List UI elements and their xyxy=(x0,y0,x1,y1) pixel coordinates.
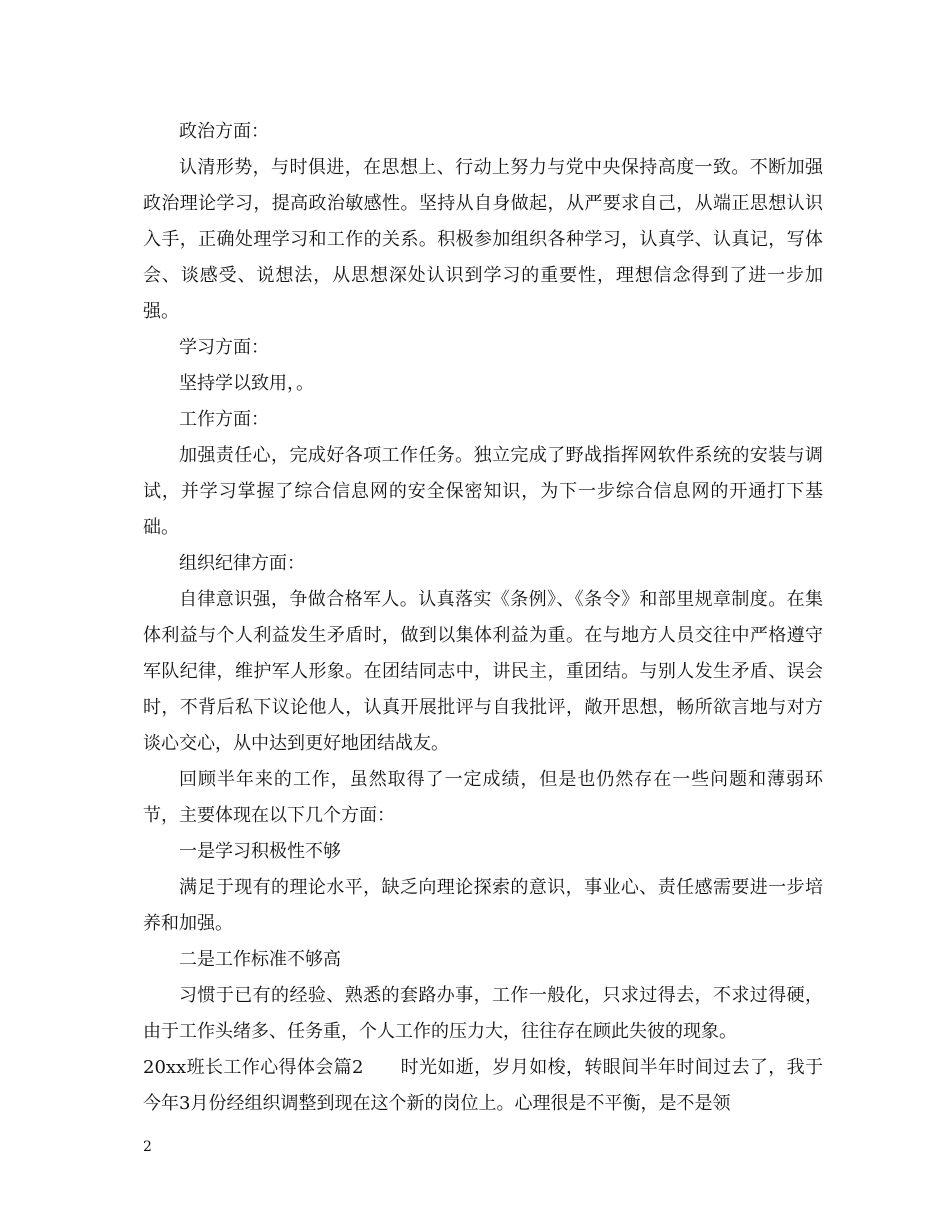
paragraph-politics: 认清形势，与时俱进，在思想上、行动上努力与党中央保持高度一致。不断加强政治理论学习，提高政治敏感性。坚持从自身做起，从严要求自己，从端正思想认识入手，正确处理学习和工作的关系。积极参加组织各种学习，认真学、认真记，写体会、谈感受、说想法，从思想深处认识到学习的重要性，理想信念得到了进一步加强。 xyxy=(143,157,823,322)
paragraph-discipline: 自律意识强，争做合格军人。认真落实《条例》、《条令》和部里规章制度。在集体利益与个人利益发生矛盾时，做到以集体利益为重。在与地方人员交往中严格遵守军队纪律，维护军人形象。在团结同志中，讲民主，重团结。与别人发生矛盾、误会时，不背后私下议论他人，认真开展批评与自我批评，敞开思想，畅所欲言地与对方谈心交心，从中达到更好地团结战友。 xyxy=(143,589,823,754)
paragraph-article-two-start: 20xx班长工作心得体会篇2 时光如逝，岁月如梭，转眼间半年时间过去了，我于今年3月份经组织调整到现在这个新的岗位上。心理很是不平衡，是不是领 xyxy=(143,1057,823,1114)
paragraph-review: 回顾半年来的工作，虽然取得了一定成绩，但是也仍然存在一些问题和薄弱环节，主要体现在以下几个方面： xyxy=(143,769,823,826)
paragraph-work: 加强责任心，完成好各项工作任务。独立完成了野战指挥网软件系统的安装与调试，并学习掌握了综合信息网的安全保密知识，为下一步综合信息网的开通打下基础。 xyxy=(143,445,823,538)
paragraph-issue-two: 习惯于已有的经验、熟悉的套路办事，工作一般化，只求过得去，不求过得硬，由于工作头绪多、任务重，个人工作的压力大，往往存在顾此失彼的现象。 xyxy=(143,985,823,1042)
page-number: 2 xyxy=(143,1139,152,1155)
document-body xyxy=(143,114,823,1122)
heading-discipline: 组织纪律方面： xyxy=(179,553,305,574)
heading-issue-one: 一是学习积极性不够 xyxy=(179,841,341,862)
paragraph-study: 坚持学以致用，。 xyxy=(179,373,314,394)
heading-issue-two: 二是工作标准不够高 xyxy=(179,949,341,970)
paragraph-issue-one: 满足于现有的理论水平，缺乏向理论探索的意识，事业心、责任感需要进一步培养和加强。 xyxy=(143,877,823,934)
heading-work: 工作方面： xyxy=(179,409,269,430)
heading-study: 学习方面： xyxy=(179,337,269,358)
heading-politics: 政治方面： xyxy=(179,121,269,142)
